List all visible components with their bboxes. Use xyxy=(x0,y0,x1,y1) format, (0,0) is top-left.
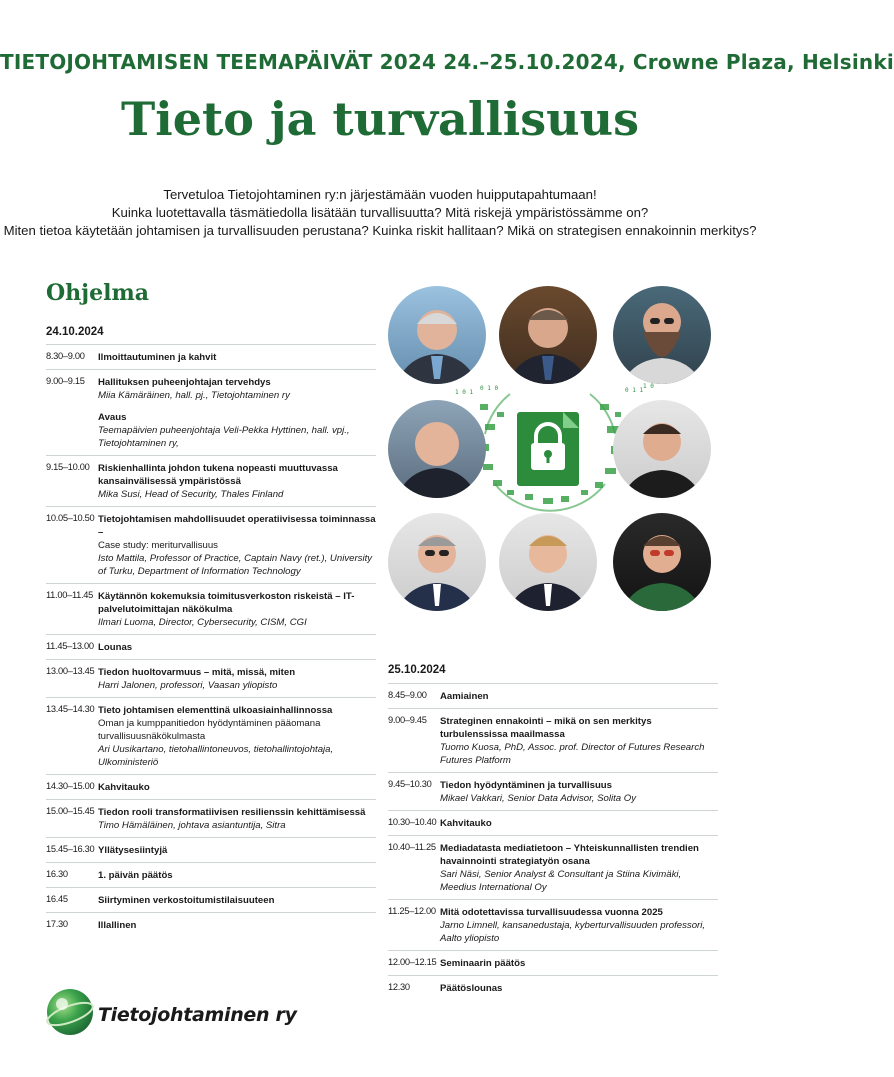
session-title: Yllätysesiintyjä xyxy=(98,845,168,856)
session-time: 11.25–12.00 xyxy=(388,906,436,916)
schedule-row xyxy=(46,774,376,799)
schedule-row xyxy=(388,835,718,899)
session-content xyxy=(98,513,376,578)
session-time: 12.00–12.15 xyxy=(388,957,437,967)
schedule-row xyxy=(46,407,376,455)
session-title: Tiedon hyödyntäminen ja turvallisuus xyxy=(440,780,613,791)
svg-text:0 1 1: 0 1 1 xyxy=(625,387,644,394)
session-title: Illallinen xyxy=(98,920,137,931)
session-title: Tiedon huoltovarmuus – mitä, missä, miten xyxy=(98,667,296,678)
session-content xyxy=(98,462,376,501)
session-time: 15.45–16.30 xyxy=(46,844,95,854)
session-content xyxy=(98,869,376,882)
session-speaker: Teemapäivien puheenjohtaja Veli-Pekka Hyttinen, hall. vpj., Tietojohtaminen ry, xyxy=(98,425,350,449)
schedule-row xyxy=(388,899,718,950)
session-title: Seminaarin päätös xyxy=(440,958,526,969)
session-time: 9.15–10.00 xyxy=(46,462,90,472)
session-content xyxy=(98,376,376,402)
intro-line-3: Miten tietoa käytetään johtamisen ja turvallisuuden perustana? Kuinka riskit hallitaan? Mikä on strategisen ennakoinnin merkitys? xyxy=(3,223,757,238)
session-title: Kahvitauko xyxy=(98,782,150,793)
speaker-photo-2 xyxy=(495,284,605,394)
speaker-photo-4 xyxy=(385,398,495,508)
session-title: Mitä odotettavissa turvallisuudessa vuonna 2025 xyxy=(440,907,663,918)
session-content xyxy=(440,906,718,945)
session-speaker: Harri Jalonen, professori, Vaasan yliopisto xyxy=(98,680,278,691)
session-time: 8.45–9.00 xyxy=(388,690,427,700)
session-content xyxy=(440,957,718,970)
session-speaker: Isto Mattila, Professor of Practice, Captain Navy (ret.), University of Turku, Department of Information Technology xyxy=(98,553,373,577)
session-content xyxy=(98,411,376,450)
speaker-photo-3 xyxy=(610,284,720,394)
session-content xyxy=(440,842,718,894)
session-content xyxy=(98,806,376,832)
speaker-photo-6 xyxy=(385,511,495,621)
event-line: TIETOJOHTAMISEN TEEMAPÄIVÄT 2024 24.–25.10.2024, Crowne Plaza, Helsinki xyxy=(0,50,894,74)
session-content xyxy=(98,351,376,364)
session-time: 13.00–13.45 xyxy=(46,666,95,676)
session-time: 15.00–15.45 xyxy=(46,806,95,816)
session-time xyxy=(46,411,98,450)
session-subtitle: Case study: meriturvallisuus xyxy=(98,540,218,551)
session-content xyxy=(98,781,376,794)
day1-date: 24.10.2024 xyxy=(46,326,104,338)
session-title: Kahvitauko xyxy=(440,818,492,829)
session-speaker: Timo Hämäläinen, johtava asiantuntija, Sitra xyxy=(98,820,286,831)
program-heading: Ohjelma xyxy=(46,280,150,306)
session-time: 16.45 xyxy=(46,894,68,904)
session-content xyxy=(440,715,718,767)
page-title: Tieto ja turvallisuus xyxy=(121,92,639,146)
logo-text: Tietojohtaminen ry xyxy=(98,1004,297,1026)
session-time: 11.00–11.45 xyxy=(46,590,94,600)
speaker-photo-5 xyxy=(610,398,720,508)
session-speaker: Ilmari Luoma, Director, Cybersecurity, CISM, CGI xyxy=(98,617,307,628)
session-content xyxy=(98,666,376,692)
schedule-row xyxy=(46,634,376,659)
day2-date: 25.10.2024 xyxy=(388,664,446,676)
session-content xyxy=(98,919,376,932)
session-title: Päätöslounas xyxy=(440,983,503,994)
session-title: Lounas xyxy=(98,642,133,653)
schedule-row xyxy=(388,975,718,1000)
schedule-row xyxy=(388,683,718,708)
session-content xyxy=(98,704,376,769)
session-time: 12.30 xyxy=(388,982,410,992)
schedule-row xyxy=(46,369,376,407)
intro-text xyxy=(0,186,760,240)
session-content xyxy=(440,982,718,995)
schedule-row xyxy=(46,837,376,862)
session-title: Strateginen ennakointi – mikä on sen merkitys turbulenssissa maailmassa xyxy=(440,716,652,740)
session-title: Avaus xyxy=(98,412,127,423)
session-speaker: Miia Kämäräinen, hall. pj., Tietojohtaminen ry xyxy=(98,390,290,401)
schedule-row xyxy=(46,344,376,369)
session-speaker: Jarno Limnell, kansanedustaja, kyberturvallisuuden professori, Aalto yliopisto xyxy=(440,920,706,944)
schedule-row xyxy=(388,810,718,835)
speaker-photo-1 xyxy=(385,284,495,394)
session-content xyxy=(440,690,718,703)
schedule-row xyxy=(388,772,718,810)
schedule-row xyxy=(46,887,376,912)
session-speaker: Ari Uusikartano, tietohallintoneuvos, tietohallintojohtaja, Ulkoministeriö xyxy=(98,744,334,768)
schedule-row xyxy=(388,708,718,772)
session-content xyxy=(440,817,718,830)
session-time: 9.45–10.30 xyxy=(388,779,432,789)
schedule-row xyxy=(46,912,376,937)
session-title: Aamiainen xyxy=(440,691,489,702)
session-title: Mediadatasta mediatietoon – Yhteiskunnallisten trendien havainnointi strategiatyön osana xyxy=(440,843,699,867)
session-speaker: Tuomo Kuosa, PhD, Assoc. prof. Director of Futures Research Futures Platform xyxy=(440,742,705,766)
session-content xyxy=(98,590,376,629)
intro-line-2: Kuinka luotettavalla täsmätiedolla lisätään turvallisuutta? Mitä riskejä ympäristössämme on? xyxy=(111,205,649,220)
speaker-photo-8 xyxy=(610,511,720,621)
session-time: 9.00–9.45 xyxy=(388,715,427,725)
svg-text:0 1 0: 0 1 0 xyxy=(480,385,499,392)
session-time: 13.45–14.30 xyxy=(46,704,95,714)
session-time: 16.30 xyxy=(46,869,68,879)
session-time: 17.30 xyxy=(46,919,68,929)
session-speaker: Mika Susi, Head of Security, Thales Finland xyxy=(98,489,284,500)
schedule-row xyxy=(46,659,376,697)
session-title: Tietojohtamisen mahdollisuudet operatiivisessa toiminnassa – xyxy=(98,514,376,538)
session-content xyxy=(440,779,718,805)
session-title: Tieto johtamisen elementtinä ulkoasiainhallinnossa xyxy=(98,705,333,716)
schedule-row xyxy=(46,697,376,774)
schedule-row xyxy=(46,506,376,583)
session-time: 8.30–9.00 xyxy=(46,351,85,361)
session-speaker: Mikael Vakkari, Senior Data Advisor, Solita Oy xyxy=(440,793,637,804)
svg-text:1 0 1: 1 0 1 xyxy=(455,389,474,396)
session-time: 9.00–9.15 xyxy=(46,376,85,386)
session-title: Hallituksen puheenjohtajan tervehdys xyxy=(98,377,271,388)
schedule-row xyxy=(46,799,376,837)
session-time: 14.30–15.00 xyxy=(46,781,95,791)
schedule-day1 xyxy=(46,344,376,937)
session-speaker: Sari Näsi, Senior Analyst & Consultant ja Stiina Kivimäki, Meedius International Oy xyxy=(440,869,682,893)
schedule-row xyxy=(46,862,376,887)
session-time: 10.05–10.50 xyxy=(46,513,95,523)
schedule-row xyxy=(46,583,376,634)
session-title: Siirtyminen verkostoitumistilaisuuteen xyxy=(98,895,275,906)
session-title: Riskienhallinta johdon tukena nopeasti muuttuvassa kansainvälisessä ympäristössä xyxy=(98,463,338,487)
schedule-day2 xyxy=(388,683,718,1000)
session-title: Tiedon rooli transformatiivisen resilienssin kehittämisessä xyxy=(98,807,366,818)
schedule-row xyxy=(46,455,376,506)
session-subtitle: Oman ja kumppanitiedon hyödyntäminen pääomana turvallisuusnäkökulmasta xyxy=(98,718,321,742)
session-title: 1. päivän päätös xyxy=(98,870,173,881)
session-content xyxy=(98,641,376,654)
session-title: Käytännön kokemuksia toimitusverkoston riskeistä – IT-palvelutoimittajan näkökulma xyxy=(98,591,355,615)
session-time: 11.45–13.00 xyxy=(46,641,94,651)
session-content xyxy=(98,844,376,857)
intro-line-1: Tervetuloa Tietojohtaminen ry:n järjestämään vuoden huipputapahtumaan! xyxy=(163,187,597,202)
session-content xyxy=(98,894,376,907)
session-time: 10.40–11.25 xyxy=(388,842,436,852)
session-title: Ilmoittautuminen ja kahvit xyxy=(98,352,217,363)
speaker-photo-collage xyxy=(385,284,720,614)
session-time: 10.30–10.40 xyxy=(388,817,437,827)
svg-text:1 0: 1 0 xyxy=(643,383,654,390)
speaker-photo-7 xyxy=(495,511,605,621)
schedule-row xyxy=(388,950,718,975)
